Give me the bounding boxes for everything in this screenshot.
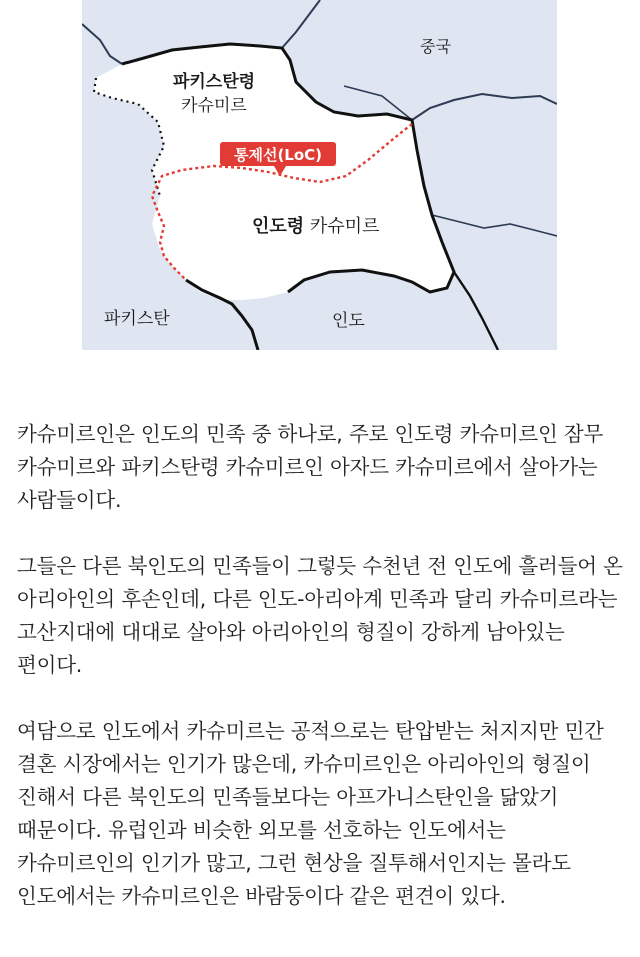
map-svg xyxy=(82,0,557,350)
article-body xyxy=(17,418,623,946)
loc-label: 통제선(LoC) xyxy=(233,146,323,164)
article-paragraph: 여담으로 인도에서 카슈미르는 공적으로는 탄압받는 처지지만 민간 결혼 시장에서는 인기가 많은데, 카슈미르인은 아리아인의 형질이 진해서 다른 북인도의 민족들보다는 아프가니스탄인을 닮았기 때문이다. 유럽인과 비슷한 외모를 선호하는 인도에서는 카슈미르인의 인기가 많고, 그런 현상을 질투해서인지는 몰라도 인도에서는 카슈미르인은 바람둥이다 같은 편견이 있다. xyxy=(17,719,604,908)
label-pakistan: 파키스탄 xyxy=(104,309,170,329)
label-pak-kashmir-line1: 파키스탄령 xyxy=(172,72,256,92)
label-pak-kashmir-line2: 카슈미르 xyxy=(181,96,247,116)
label-ind-kashmir xyxy=(252,215,379,237)
article-paragraph: 그들은 다른 북인도의 민족들이 그렇듯 수천년 전 인도에 흘러들어 온 아리아인의 후손인데, 다른 인도-아리아계 민족과 달리 카슈미르라는 고산지대에 대대로 살아와 아리아인의 형질이 강하게 남아있는 편이다. xyxy=(17,554,623,677)
kashmir-map xyxy=(82,0,557,350)
label-ind-kashmir-rest: 카슈미르 xyxy=(304,216,380,237)
article-paragraph: 카슈미르인은 인도의 민족 중 하나로, 주로 인도령 카슈미르인 잠무 카슈미르와 파키스탄령 카슈미르인 아자드 카슈미르에서 살아가는 사람들이다. xyxy=(17,422,604,512)
label-ind-kashmir-bold: 인도령 xyxy=(252,216,305,237)
label-china: 중국 xyxy=(420,37,451,56)
label-india: 인도 xyxy=(332,311,365,331)
